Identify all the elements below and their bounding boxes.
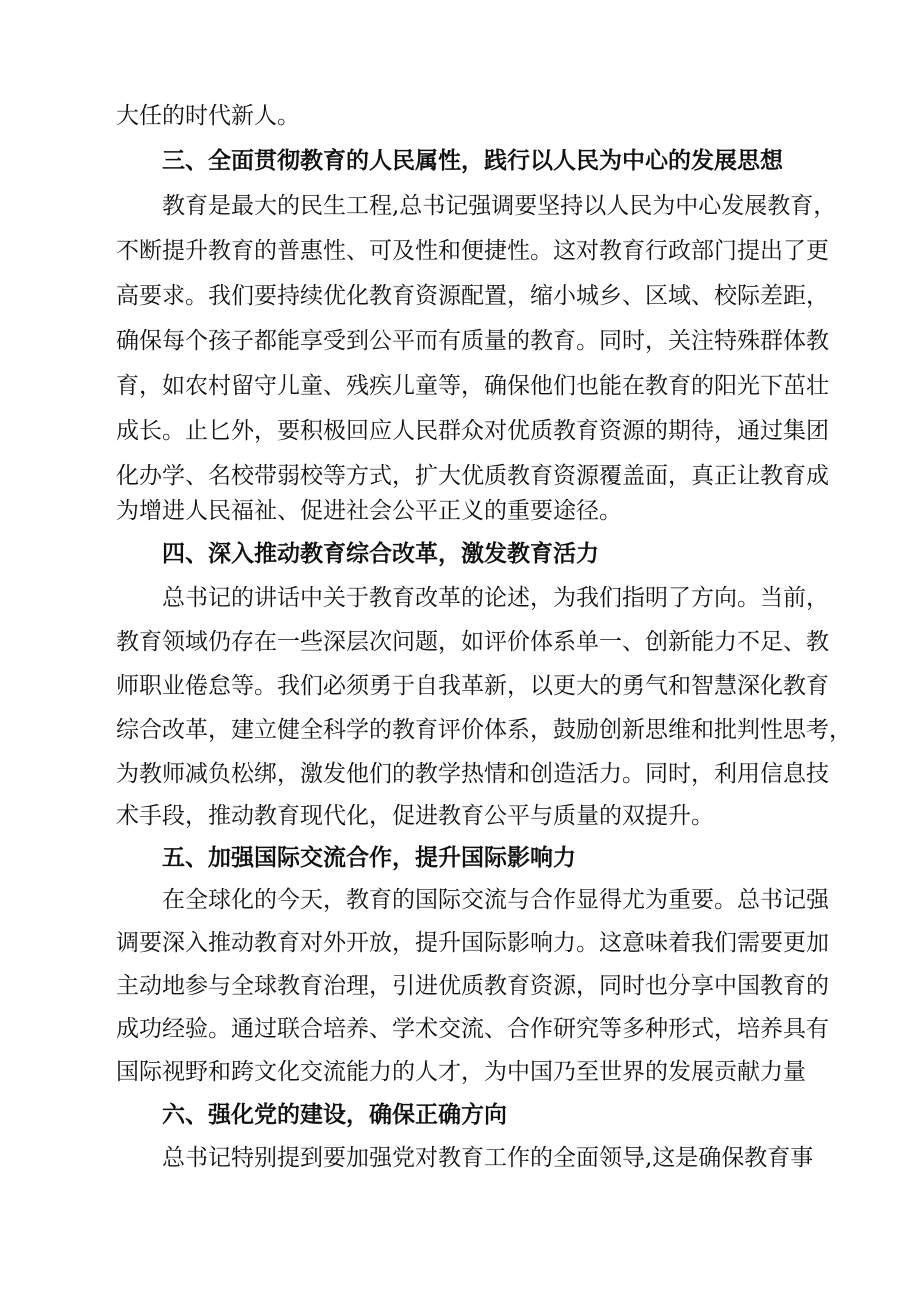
body-text-line: 不断提升教育的普惠性、可及性和便捷性。这对教育行政部门提出了更 — [116, 238, 829, 264]
body-text-line: 调要深入推动教育对外开放，提升国际影响力。这意味着我们需要更加 — [116, 930, 829, 956]
section-heading-4: 四、深入推动教育综合改革，激发教育活力 — [162, 540, 599, 567]
body-text-line: 育，如农村留守儿童、残疾儿童等，确保他们也能在教育的阳光下茁壮 — [116, 373, 829, 399]
body-text-line: 总书记的讲话中关于教育改革的论述，为我们指明了方向。当前， — [162, 585, 829, 611]
body-text-line: 大任的时代新人。 — [116, 103, 300, 129]
body-text-line: 确保每个孩子都能享受到公平而有质量的教育。同时，关注特殊群体教 — [116, 328, 829, 354]
body-text-line: 高要求。我们要持续优化教育资源配置，缩小城乡、区域、校际差距， — [116, 283, 829, 309]
body-text-line: 综合改革，建立健全科学的教育评价体系，鼓励创新思维和批判性思考， — [116, 717, 852, 743]
body-text-line: 成功经验。通过联合培养、学术交流、合作研究等多种形式，培养具有 — [116, 1016, 829, 1042]
body-text-line: 总书记特别提到要加强党对教育工作的全面领导,这是确保教育事 — [162, 1145, 814, 1171]
body-text-line: 成长。止匕外，要积极回应人民群众对优质教育资源的期待，通过集团 — [116, 418, 829, 444]
body-text-line: 术手段，推动教育现代化，促进教育公平与质量的双提升。 — [116, 803, 714, 829]
section-heading-6: 六、强化党的建设，确保正确方向 — [162, 1101, 507, 1128]
body-text-line: 为增进人民福祉、促进社会公平正义的重要途径。 — [116, 498, 622, 524]
body-text-line: 主动地参与全球教育治理，引进优质教育资源，同时也分享中国教育的 — [116, 973, 829, 999]
body-text-line: 化办学、名校带弱校等方式，扩大优质教育资源覆盖面，真正让教育成 — [116, 463, 829, 489]
body-text-line: 为教师减负松绑，激发他们的教学热情和创造活力。同时，利用信息技 — [116, 761, 829, 787]
section-heading-5: 五、加强国际交流合作，提升国际影响力 — [162, 844, 576, 871]
body-text-line: 教育是最大的民生工程,总书记强调要坚持以人民为中心发展教育， — [162, 193, 837, 219]
body-text-line: 师职业倦怠等。我们必须勇于自我革新，以更大的勇气和智慧深化教育 — [116, 673, 829, 699]
body-text-line: 在全球化的今天，教育的国际交流与合作显得尤为重要。总书记强 — [162, 887, 829, 913]
body-text-line: 国际视野和跨文化交流能力的人才，为中国乃至世界的发展贡献力量 — [116, 1059, 806, 1085]
section-heading-3: 三、全面贯彻教育的人民属性，践行以人民为中心的发展思想 — [162, 147, 783, 174]
body-text-line: 教育领域仍存在一些深层次问题，如评价体系单一、创新能力不足、教 — [116, 629, 829, 655]
